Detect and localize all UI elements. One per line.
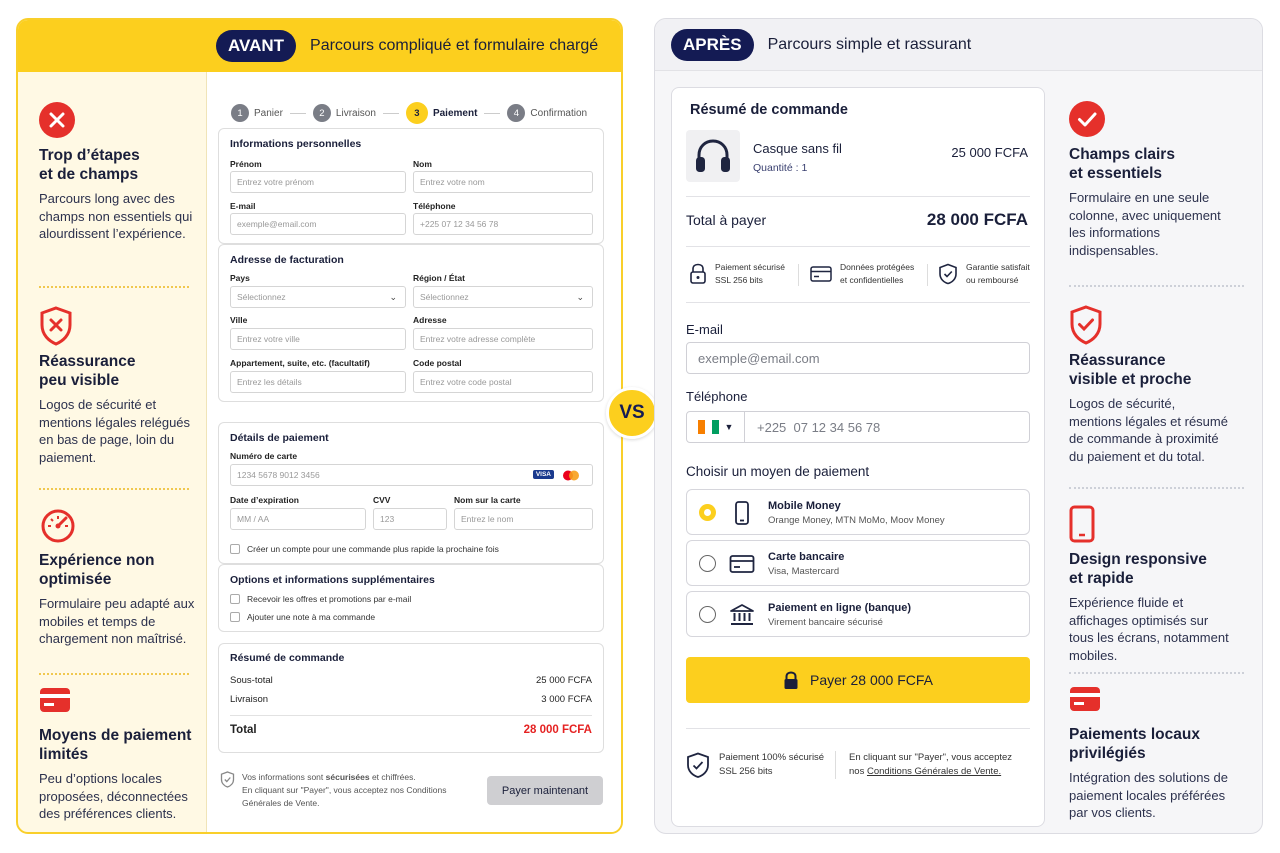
divider (39, 286, 189, 288)
notice-terms: En cliquant sur "Payer", vous acceptez nos Conditions Générales de Vente. (242, 785, 447, 808)
field-label: Code postal (413, 358, 462, 368)
avant-header (18, 20, 621, 72)
field-label: Région / État (413, 273, 465, 283)
input-placeholder: 1234 5678 9012 3456 (237, 470, 320, 480)
chevron-down-icon: ⌄ (389, 291, 397, 302)
field-label: Nom (413, 159, 432, 169)
shield-check-icon (938, 263, 958, 285)
shield-check-icon (220, 771, 235, 788)
region-select[interactable] (413, 286, 593, 308)
phone-input[interactable]: +225 07 12 34 56 78 (413, 213, 593, 235)
bank-icon (729, 602, 755, 628)
feature-title: Expérience non optimisée (39, 552, 155, 588)
terms-notice (849, 751, 1012, 779)
feature-title: Réassurance peu visible (39, 353, 136, 389)
avant-feature-reassurance (39, 306, 199, 466)
shield-x-icon (39, 306, 73, 346)
feature-title: Design responsive et rapide (1069, 551, 1207, 587)
payment-option-bank[interactable] (686, 591, 1030, 637)
option-label: Paiement en ligne (banque) (768, 602, 912, 614)
checkbox-box[interactable] (230, 612, 240, 622)
feature-title: Trop d’étapes et de champs (39, 147, 140, 183)
total-value: 28 000 FCFA (926, 210, 1028, 229)
trust-badge-text: Paiement sécurisé SSL 256 bits (715, 262, 785, 285)
pay-button[interactable] (686, 657, 1030, 703)
pay-button-label: Payer 28 000 FCFA (810, 672, 933, 688)
radio-unselected[interactable] (699, 606, 716, 623)
headphones-icon (693, 137, 733, 175)
apres-tag: APRÈS (671, 29, 754, 61)
checkout-stepper (231, 102, 587, 124)
notice-text: et chiffrées. (369, 772, 416, 782)
field-label: Adresse (413, 315, 447, 325)
divider (686, 196, 1030, 197)
phone-label: Téléphone (686, 389, 748, 404)
note-checkbox[interactable] (230, 612, 375, 622)
feature-text: Intégration des solutions de paiement locales préférées par vos clients. (1069, 770, 1228, 820)
caret-down-icon: ▼ (724, 422, 734, 432)
field-label: E-mail (230, 201, 256, 211)
step-label[interactable]: Livraison (335, 107, 376, 119)
divider (39, 673, 189, 675)
field-label: Date d’expiration (230, 495, 299, 505)
postal-code-input[interactable]: Entrez votre code postal (413, 371, 593, 393)
checkbox-label: Créer un compte pour une commande plus rapide la prochaine fois (247, 544, 499, 554)
product-quantity: Quantité : 1 (753, 162, 808, 174)
section-title: Résumé de commande (230, 652, 345, 664)
step-label[interactable]: Confirmation (530, 107, 588, 119)
shield-check-icon (1069, 305, 1103, 345)
simple-checkout-card (671, 87, 1045, 827)
card-number-input[interactable] (230, 464, 593, 486)
country-select[interactable] (230, 286, 406, 308)
divider (927, 264, 928, 286)
total-label: Total à payer (686, 212, 767, 228)
card-name-input[interactable]: Entrez le nom (454, 508, 593, 530)
step-number: 2 (313, 104, 331, 122)
speedometer-icon (39, 507, 77, 543)
trust-badge-text: Garantie satisfait ou remboursé (966, 262, 1030, 285)
apres-feature-fields (1069, 99, 1229, 259)
options-section (218, 564, 604, 632)
check-circle-icon (1069, 101, 1105, 137)
feature-text: Formulaire en une seule colonne, avec uniquement les informations indispensables. (1069, 190, 1221, 258)
country-code-selector[interactable] (687, 412, 745, 442)
mastercard-icon (562, 470, 580, 481)
field-label: Pays (230, 273, 250, 283)
product-price: 25 000 FCFA (951, 145, 1028, 160)
apres-feature-responsive (1069, 504, 1229, 664)
pay-now-button[interactable]: Payer maintenant (487, 776, 603, 805)
total-label: Total (230, 724, 257, 736)
security-notice (242, 771, 467, 810)
divider (1069, 487, 1244, 489)
radio-unselected[interactable] (699, 555, 716, 572)
apres-feature-reassurance (1069, 305, 1229, 465)
apres-feature-local-payments (1069, 679, 1229, 822)
feature-text: Parcours long avec des champs non essentiels qui alourdissent l’expérience. (39, 191, 193, 241)
divider (686, 246, 1030, 247)
apres-panel (654, 18, 1263, 834)
section-title: Informations personnelles (230, 138, 362, 150)
divider (1069, 672, 1244, 674)
terms-text: En cliquant sur "Payer", vous acceptez (849, 752, 1013, 763)
terms-prefix: nos (849, 766, 867, 777)
feature-text: Peu d’options locales proposées, déconnectées des préférences clients. (39, 771, 188, 821)
select-value: Sélectionnez (237, 292, 286, 302)
trust-badge-text: Données protégées et confidentielles (840, 262, 915, 285)
email-label: E-mail (686, 322, 723, 337)
field-label: Prénom (230, 159, 262, 169)
x-circle-icon (39, 102, 75, 138)
avant-tag: AVANT (216, 30, 296, 62)
first-name-input[interactable]: Entrez votre prénom (230, 171, 406, 193)
payment-option-card[interactable] (686, 540, 1030, 586)
divider (39, 488, 189, 490)
step-number: 4 (507, 104, 525, 122)
billing-address-section (218, 244, 604, 402)
step-number: 1 (231, 104, 249, 122)
checkbox-label: Recevoir les offres et promotions par e-mail (247, 594, 412, 604)
phone-icon (729, 500, 755, 526)
payment-method-title: Choisir un moyen de paiement (686, 464, 870, 479)
ivory-coast-flag-icon (698, 420, 719, 434)
total-value: 28 000 FCFA (523, 724, 592, 736)
select-value: Sélectionnez (420, 292, 469, 302)
vs-badge: VS (606, 387, 658, 439)
shipping-label: Livraison (230, 694, 269, 705)
section-title: Adresse de facturation (230, 254, 344, 266)
field-label: CVV (373, 495, 391, 505)
divider (686, 302, 1030, 303)
feature-text: Expérience fluide et affichages optimisés sur tous les écrans, notamment mobiles. (1069, 595, 1229, 663)
field-label: Nom sur la carte (454, 495, 521, 505)
product-name: Casque sans fil (753, 141, 842, 156)
card-icon (810, 266, 832, 282)
field-label: Téléphone (413, 201, 456, 211)
expiry-input[interactable]: MM / AA (230, 508, 366, 530)
feature-text: Formulaire peu adapté aux mobiles et temps de chargement non maîtrisé. (39, 596, 195, 646)
terms-link[interactable]: Conditions Générales de Vente. (866, 766, 1002, 777)
phone-placeholder: +225 07 12 34 56 78 (757, 419, 881, 435)
avant-title: Parcours compliqué et formulaire chargé (310, 37, 599, 54)
feature-title: Moyens de paiement limités (39, 727, 192, 763)
section-title: Détails de paiement (230, 432, 329, 444)
option-sub: Virement bancaire sécurisé (768, 617, 883, 628)
subtotal-value: 25 000 FCFA (536, 675, 592, 686)
total-row (230, 724, 592, 736)
feature-title: Paiements locaux privilégiés (1069, 726, 1200, 762)
subtotal-row (230, 675, 592, 686)
feature-text: Logos de sécurité et mentions légales relégués en bas de page, loin du paiement. (39, 397, 191, 465)
lock-icon (783, 671, 799, 690)
subtotal-label: Sous-total (230, 675, 273, 686)
option-sub: Visa, Mastercard (768, 566, 840, 577)
payment-option-mobile-money[interactable] (686, 489, 1030, 535)
notice-text: Vos informations sont (242, 772, 326, 782)
cvv-input[interactable]: 123 (373, 508, 447, 530)
field-label: Ville (230, 315, 248, 325)
option-sub: Orange Money, MTN MoMo, Moov Money (768, 515, 945, 526)
section-title: Options et informations supplémentaires (230, 574, 435, 586)
notice-bold: sécurisées (325, 772, 370, 782)
address-input[interactable]: Entrez votre adresse complète (413, 328, 593, 350)
step-label[interactable]: Panier (254, 107, 283, 119)
personal-info-section (218, 128, 604, 244)
smartphone-icon (1069, 505, 1095, 543)
last-name-input[interactable]: Entrez votre nom (413, 171, 593, 193)
chevron-down-icon: ⌄ (576, 291, 584, 302)
email-input[interactable]: exemple@email.com (230, 213, 406, 235)
divider (1069, 285, 1244, 287)
radio-selected[interactable] (699, 504, 716, 521)
checkbox-box[interactable] (230, 594, 240, 604)
apartment-input[interactable]: Entrez les détails (230, 371, 406, 393)
email-input[interactable]: exemple@email.com (686, 342, 1030, 374)
product-thumbnail (686, 130, 740, 182)
divider (835, 751, 836, 779)
checkbox-label: Ajouter une note à ma commande (247, 612, 376, 622)
payment-details-section (218, 422, 604, 564)
avant-feature-experience (39, 505, 199, 648)
avant-feature-steps (39, 100, 199, 243)
credit-card-icon (1069, 686, 1101, 712)
checkbox-box[interactable] (230, 544, 240, 554)
phone-input[interactable] (686, 411, 1030, 443)
credit-card-icon (39, 687, 71, 713)
card-icon (729, 551, 755, 577)
feature-title: Réassurance visible et proche (1069, 352, 1192, 388)
field-label: Appartement, suite, etc. (facultatif) (230, 358, 370, 368)
complex-checkout-form (206, 72, 623, 832)
shipping-value: 3 000 FCFA (541, 694, 592, 705)
feature-title: Champs clairs et essentiels (1069, 146, 1175, 182)
divider (798, 264, 799, 286)
shield-check-icon (686, 752, 710, 779)
divider (230, 715, 592, 716)
apres-header (655, 19, 1262, 71)
offers-checkbox[interactable] (230, 594, 411, 604)
step-label-active[interactable]: Paiement (432, 107, 478, 119)
shipping-row (230, 694, 592, 705)
avant-feature-payments (39, 680, 199, 823)
lock-icon (689, 263, 707, 285)
feature-text: Logos de sécurité, mentions légales et résumé de commande à proximité du paiement et du total. (1069, 396, 1228, 464)
order-summary-section (218, 643, 604, 753)
create-account-checkbox[interactable] (230, 544, 499, 554)
secure-payment-text: Paiement 100% sécurisé SSL 256 bits (719, 752, 825, 777)
option-label: Carte bancaire (768, 551, 845, 563)
avant-panel (16, 18, 623, 834)
divider (686, 728, 1030, 729)
step-number-active: 3 (406, 102, 428, 124)
visa-icon: VISA (533, 470, 554, 479)
city-input[interactable]: Entrez votre ville (230, 328, 406, 350)
summary-title: Résumé de commande (690, 102, 848, 118)
option-label: Mobile Money (768, 500, 841, 512)
apres-title: Parcours simple et rassurant (767, 35, 972, 53)
field-label: Numéro de carte (230, 451, 298, 461)
